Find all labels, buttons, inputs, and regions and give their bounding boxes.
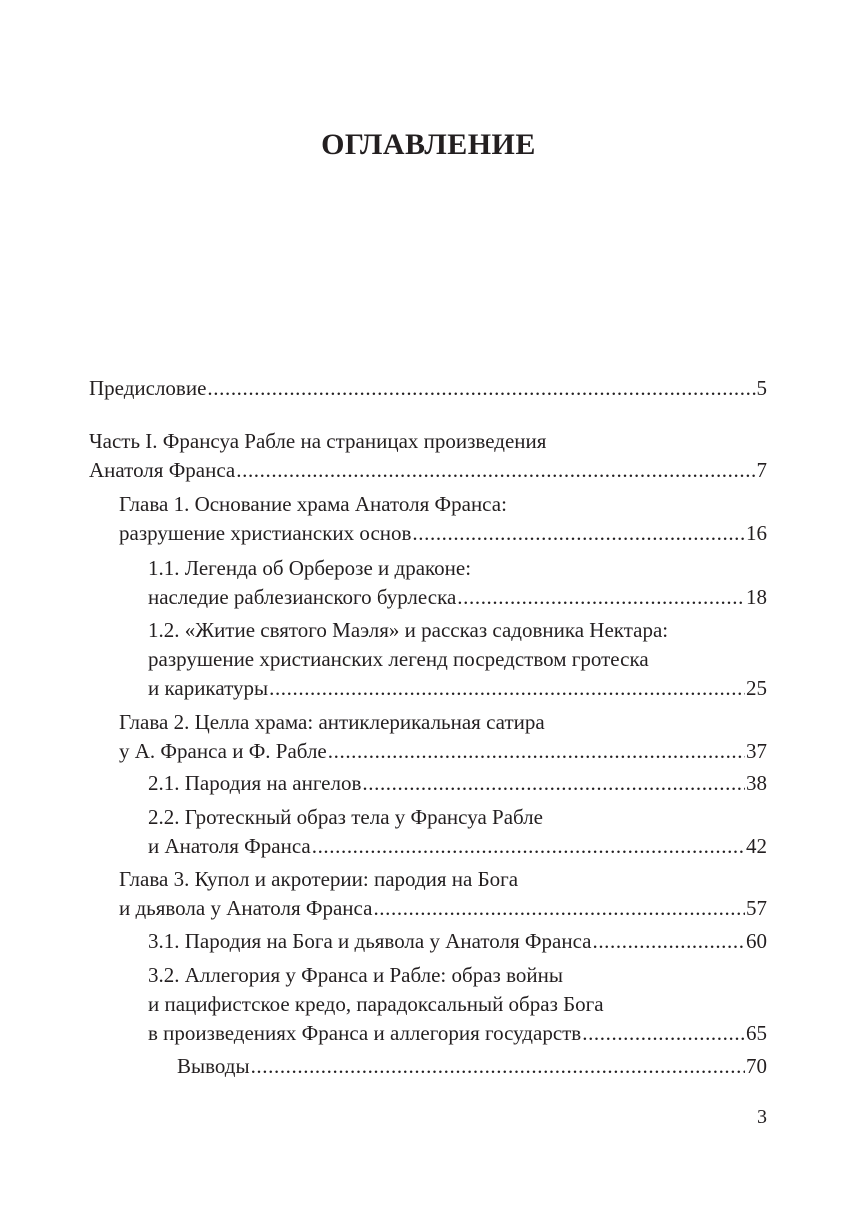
toc-entry-text: Анатоля Франса (89, 458, 236, 482)
toc-entry-text: 1.2. «Житие святого Маэля» и рассказ садовника Нектара: (148, 618, 669, 642)
toc-page-number: 70 (746, 1054, 767, 1078)
toc-entry-section-2-2[interactable] (89, 803, 767, 861)
toc-entry-chapter-3[interactable] (89, 865, 767, 923)
toc-entry-text: Предисловие (89, 376, 207, 400)
toc-entry-chapter-2[interactable] (89, 708, 767, 766)
toc-entry-chapter-1[interactable] (89, 490, 767, 548)
toc-leader-dots (236, 456, 755, 485)
toc-page-number: 37 (746, 739, 767, 763)
toc-leader-dots (362, 769, 745, 798)
toc-page-number: 7 (756, 458, 767, 482)
toc-entry-preface[interactable] (89, 374, 767, 403)
toc-entry-text: в произведениях Франса и аллегория государств (148, 1021, 582, 1045)
toc-page-number: 18 (746, 585, 767, 609)
toc-entry-text: 1.1. Легенда об Орберозе и драконе: (148, 556, 472, 580)
toc-leader-dots (582, 1019, 745, 1048)
toc-page-number: 57 (746, 896, 767, 920)
toc-entry-text: и Анатоля Франса (148, 834, 311, 858)
toc-entry-section-1-2[interactable] (89, 616, 767, 703)
toc-page-number: 16 (746, 521, 767, 545)
toc-entry-text: 3.1. Пародия на Бога и дьявола у Анатоля Франса (148, 929, 592, 953)
page-number: 3 (757, 1106, 767, 1128)
toc-entry-text: Часть I. Франсуа Рабле на страницах произведения (89, 429, 547, 453)
toc-leader-dots (207, 374, 755, 403)
toc-page-number: 5 (756, 376, 767, 400)
toc-leader-dots (251, 1052, 745, 1081)
toc-leader-dots (328, 737, 745, 766)
toc-leader-dots (592, 927, 745, 956)
toc-entry-text: Глава 1. Основание храма Анатоля Франса: (119, 492, 507, 516)
toc-entry-text: Глава 3. Купол и акротерии: пародия на Бога (119, 867, 519, 891)
toc-entry-text: и карикатуры (148, 676, 269, 700)
toc-entry-text: и дьявола у Анатоля Франса (119, 896, 373, 920)
toc-entry-conclusions[interactable] (89, 1052, 767, 1081)
toc-page-number: 42 (746, 834, 767, 858)
toc-page-number: 65 (746, 1021, 767, 1045)
toc-entry-part-1[interactable] (89, 427, 767, 485)
toc-entry-section-3-2[interactable] (89, 961, 767, 1048)
toc-page-number: 60 (746, 929, 767, 953)
toc-leader-dots (312, 832, 745, 861)
toc-leader-dots (269, 674, 745, 703)
toc-entry-text: 2.2. Гротескный образ тела у Франсуа Рабле (148, 805, 543, 829)
toc-entry-text: Глава 2. Целла храма: антиклерикальная сатира (119, 710, 545, 734)
toc-entry-section-1-1[interactable] (89, 554, 767, 612)
toc-entry-text: разрушение христианских легенд посредством гротеска (148, 647, 649, 671)
toc-entry-text: 2.1. Пародия на ангелов (148, 771, 362, 795)
toc-entry-section-3-1[interactable] (89, 927, 767, 956)
page-title: ОГЛАВЛЕНИЕ (321, 128, 536, 161)
toc-leader-dots (412, 519, 745, 548)
toc-leader-dots (373, 894, 745, 923)
toc-leader-dots (457, 583, 745, 612)
toc-entry-section-2-1[interactable] (89, 769, 767, 798)
toc-page-number: 38 (746, 771, 767, 795)
toc-entry-text: наследие раблезианского бурлеска (148, 585, 457, 609)
toc-entry-text: разрушение христианских основ (119, 521, 412, 545)
toc-entry-text: Выводы (177, 1054, 250, 1078)
toc-entry-text: у А. Франса и Ф. Рабле (119, 739, 327, 763)
toc-entry-text: 3.2. Аллегория у Франса и Рабле: образ войны (148, 963, 563, 987)
toc-entry-text: и пацифистское кредо, парадоксальный образ Бога (148, 992, 604, 1016)
toc-page-number: 25 (746, 676, 767, 700)
